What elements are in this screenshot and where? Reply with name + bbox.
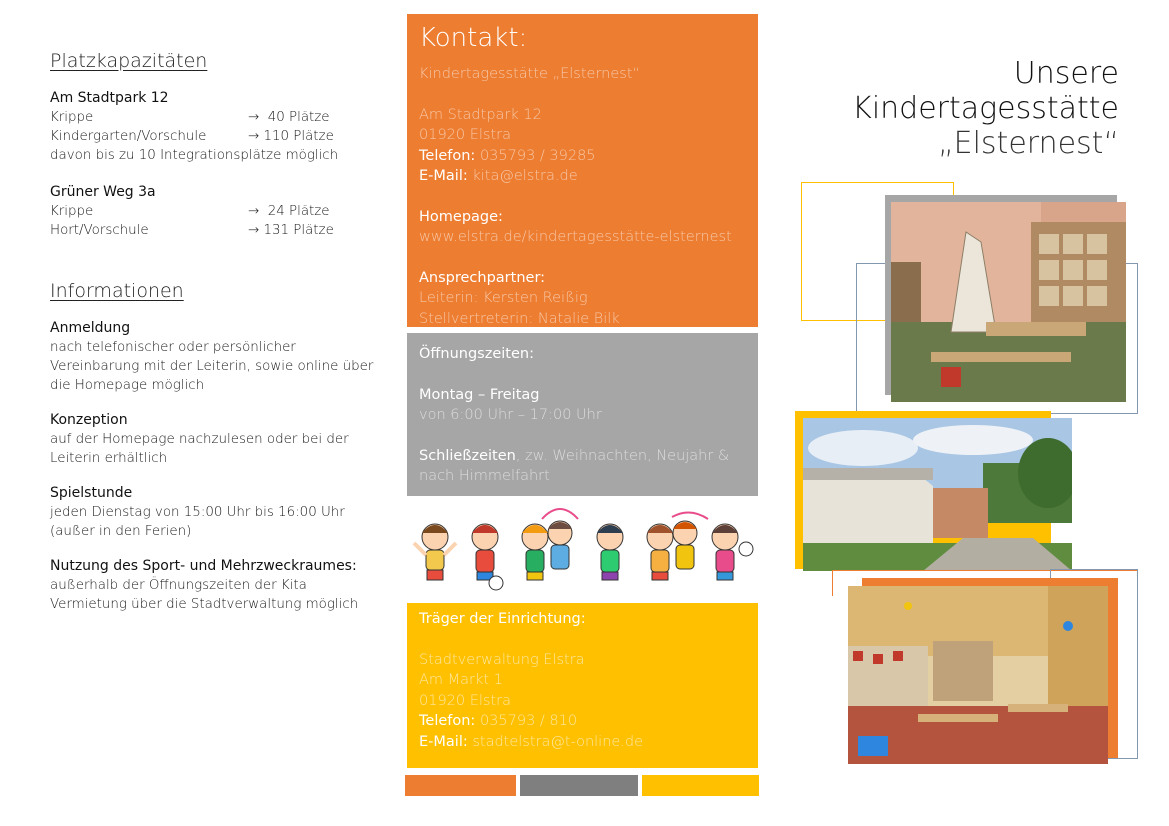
provider-title: Träger der Einrichtung: xyxy=(419,611,586,627)
children-clipart xyxy=(410,505,755,595)
location-gruener-weg xyxy=(50,183,385,240)
provider-phone: Telefon: 035793 / 810 xyxy=(419,713,578,729)
contact-person-label: Ansprechpartner: xyxy=(419,269,546,286)
color-bar-yellow xyxy=(642,775,759,796)
info-anmeldung: Anmeldung nach telefonischer oder persönlicher Vereinbarung mit der Leiterin, sowie online über die Homepage möglich xyxy=(50,320,374,393)
opening-title: Öffnungszeiten: xyxy=(419,346,534,362)
closing-times: Schließzeiten, zw. Weihnachten, Neujahr & nach Himmelfahrt xyxy=(419,447,730,484)
provider-city: 01920 Elstra xyxy=(419,692,512,709)
capacity-row: Kindergarten/Vorschule → 110 Plätze xyxy=(50,129,334,144)
color-bar-grey xyxy=(520,775,638,796)
contact-box xyxy=(407,14,758,327)
cover-title: Unsere Kindertagesstätte „Elsternest“ xyxy=(852,56,1119,161)
deputy: Stellvertreterin: Natalie Bilk xyxy=(419,310,620,327)
info-konzeption: Konzeption auf der Homepage nachzulesen oder bei der Leiterin erhältlich xyxy=(50,412,349,466)
homepage-label: Homepage: xyxy=(419,208,503,225)
classroom-photo-tables xyxy=(848,586,1108,764)
capacity-heading: Platzkapazitäten xyxy=(50,50,208,72)
location-name: Grüner Weg 3a xyxy=(50,184,156,200)
opening-hours-box xyxy=(407,333,758,496)
capacity-row: Hort/Vorschule → 131 Plätze xyxy=(50,223,334,238)
kita-email[interactable]: E-Mail: kita@elstra.de xyxy=(419,168,578,184)
provider-email[interactable]: E-Mail: stadtelstra@t-online.de xyxy=(419,733,644,750)
kita-street: Am Stadtpark 12 xyxy=(419,106,542,123)
left-column xyxy=(50,52,385,630)
capacity-row: Krippe → 40 Plätze xyxy=(50,110,330,125)
integration-note: davon bis zu 10 Integrationsplätze möglich xyxy=(50,148,339,163)
capacity-row: Krippe → 24 Plätze xyxy=(50,204,330,219)
opening-days: Montag – Freitag xyxy=(419,386,540,403)
location-stadtpark xyxy=(50,89,385,165)
provider-box xyxy=(407,603,758,768)
provider-org: Stadtverwaltung Elstra xyxy=(419,651,585,668)
building-photo xyxy=(803,418,1072,571)
kita-city: 01920 Elstra xyxy=(419,127,512,143)
leader: Leiterin: Kersten Reißig xyxy=(419,290,588,306)
info-heading: Informationen xyxy=(50,280,184,302)
info-sportraum: Nutzung des Sport- und Mehrzweckraumes: außerhalb der Öffnungszeiten der Kita Vermietung über die Stadtverwaltung möglich xyxy=(50,558,359,612)
classroom-photo-blocks xyxy=(891,202,1126,402)
contact-title: Kontakt: xyxy=(419,23,528,53)
opening-hours: von 6:00 Uhr – 17:00 Uhr xyxy=(419,407,602,423)
homepage-link[interactable]: www.elstra.de/kindertagesstätte-elsternest xyxy=(419,229,732,245)
info-spielstunde: Spielstunde jeden Dienstag von 15:00 Uhr bis 16:00 Uhr (außer in den Ferien) xyxy=(50,485,345,539)
location-name: Am Stadtpark 12 xyxy=(50,90,169,106)
provider-street: Am Markt 1 xyxy=(419,672,503,688)
color-bar-orange xyxy=(405,775,516,796)
kita-phone: Telefon: 035793 / 39285 xyxy=(419,147,596,164)
kita-name: Kindertagesstätte „Elsternest“ xyxy=(419,66,641,82)
